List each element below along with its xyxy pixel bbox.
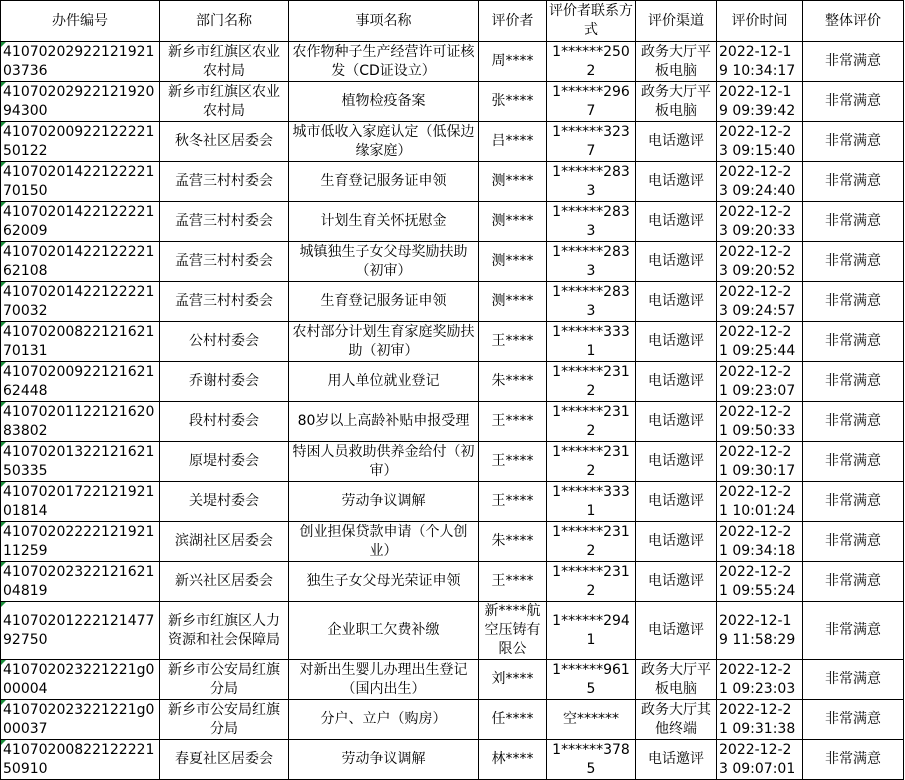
header-contact: 评价者联系方式	[547, 1, 636, 42]
time-cell[interactable]: 2022-12-23 09:24:57	[717, 282, 803, 322]
case-id-cell[interactable]: 4107020092212162162448	[1, 362, 160, 402]
contact-cell[interactable]: 1******2312	[547, 442, 636, 482]
case-id-cell[interactable]: 4107020142212222170150	[1, 162, 160, 202]
contact-cell[interactable]: 1******2941	[547, 602, 636, 660]
contact-cell[interactable]: 1******2312	[547, 362, 636, 402]
evaluator-cell[interactable]: 王****	[479, 562, 547, 602]
table-row[interactable]	[1, 242, 904, 282]
rating-cell[interactable]: 非常满意	[803, 660, 904, 700]
evaluator-cell[interactable]: 朱****	[479, 522, 547, 562]
case-id-cell[interactable]: 4107020172212192101814	[1, 482, 160, 522]
rating-cell[interactable]: 非常满意	[803, 562, 904, 602]
contact-cell[interactable]: 1******2833	[547, 242, 636, 282]
channel-cell[interactable]: 电话邀评	[636, 562, 717, 602]
department-cell[interactable]: 新乡市红旗区人力资源和社会保障局	[160, 602, 289, 660]
item-name-cell[interactable]: 劳动争议调解	[289, 482, 479, 522]
evaluator-cell[interactable]: 张****	[479, 82, 547, 122]
contact-cell[interactable]: 1******3331	[547, 322, 636, 362]
evaluator-cell[interactable]: 测****	[479, 162, 547, 202]
evaluator-cell[interactable]: 任****	[479, 700, 547, 740]
header-rating: 整体评价	[803, 1, 904, 42]
evaluator-cell[interactable]: 王****	[479, 482, 547, 522]
department-cell[interactable]: 新乡市红旗区农业农村局	[160, 42, 289, 82]
department-cell[interactable]: 孟营三村村委会	[160, 202, 289, 242]
contact-cell[interactable]: 1******2502	[547, 42, 636, 82]
header-row	[1, 1, 904, 42]
time-cell[interactable]: 2022-12-23 09:20:33	[717, 202, 803, 242]
evaluator-cell[interactable]: 测****	[479, 202, 547, 242]
rating-cell[interactable]: 非常满意	[803, 82, 904, 122]
table-row[interactable]	[1, 482, 904, 522]
channel-cell[interactable]: 电话邀评	[636, 242, 717, 282]
case-id-cell[interactable]: 4107020142212222170032	[1, 282, 160, 322]
item-name-cell[interactable]: 计划生育关怀抚慰金	[289, 202, 479, 242]
channel-cell[interactable]: 电话邀评	[636, 322, 717, 362]
table-body	[1, 42, 904, 780]
case-id-cell[interactable]: 410702023221221g000004	[1, 660, 160, 700]
case-id-cell[interactable]: 4107020222212192111259	[1, 522, 160, 562]
table-row[interactable]	[1, 700, 904, 740]
evaluator-cell[interactable]: 新****航空压铸有限公	[479, 602, 547, 660]
channel-cell[interactable]: 电话邀评	[636, 402, 717, 442]
item-name-cell[interactable]: 劳动争议调解	[289, 740, 479, 780]
case-id-cell[interactable]: 4107020112212162083802	[1, 402, 160, 442]
channel-cell[interactable]: 政务大厅平板电脑	[636, 42, 717, 82]
time-cell[interactable]: 2022-12-21 09:55:24	[717, 562, 803, 602]
contact-cell[interactable]: 1******2967	[547, 82, 636, 122]
contact-cell[interactable]: 1******2312	[547, 562, 636, 602]
rating-cell[interactable]: 非常满意	[803, 282, 904, 322]
table-row[interactable]	[1, 660, 904, 700]
item-name-cell[interactable]: 农村部分计划生育家庭奖励扶助（初审）	[289, 322, 479, 362]
evaluator-cell[interactable]: 刘****	[479, 660, 547, 700]
department-cell[interactable]: 春夏社区居委会	[160, 740, 289, 780]
time-cell[interactable]: 2022-12-19 11:58:29	[717, 602, 803, 660]
rating-cell[interactable]: 非常满意	[803, 442, 904, 482]
table-row[interactable]	[1, 82, 904, 122]
channel-cell[interactable]: 电话邀评	[636, 442, 717, 482]
time-cell[interactable]: 2022-12-23 09:24:40	[717, 162, 803, 202]
evaluator-cell[interactable]: 吕****	[479, 122, 547, 162]
item-name-cell[interactable]: 企业职工欠费补缴	[289, 602, 479, 660]
channel-cell[interactable]: 电话邀评	[636, 522, 717, 562]
case-id-cell[interactable]: 4107020082212222150910	[1, 740, 160, 780]
header-item-name: 事项名称	[289, 1, 479, 42]
table-row[interactable]	[1, 322, 904, 362]
evaluator-cell[interactable]: 王****	[479, 402, 547, 442]
channel-cell[interactable]: 电话邀评	[636, 162, 717, 202]
case-id-cell[interactable]: 4107020082212162170131	[1, 322, 160, 362]
table-row[interactable]	[1, 522, 904, 562]
header-time: 评价时间	[717, 1, 803, 42]
department-cell[interactable]: 新乡市公安局红旗分局	[160, 660, 289, 700]
department-cell[interactable]: 秋冬社区居委会	[160, 122, 289, 162]
item-name-cell[interactable]: 城市低收入家庭认定（低保边缘家庭）	[289, 122, 479, 162]
table-row[interactable]	[1, 282, 904, 322]
rating-cell[interactable]: 非常满意	[803, 42, 904, 82]
item-name-cell[interactable]: 特困人员救助供养金给付（初审）	[289, 442, 479, 482]
table-row[interactable]	[1, 202, 904, 242]
channel-cell[interactable]: 电话邀评	[636, 602, 717, 660]
contact-cell[interactable]: 1******2312	[547, 522, 636, 562]
case-id-cell[interactable]: 4107020092212222150122	[1, 122, 160, 162]
time-cell[interactable]: 2022-12-21 09:31:38	[717, 700, 803, 740]
time-cell[interactable]: 2022-12-21 09:25:44	[717, 322, 803, 362]
contact-cell[interactable]: 1******9615	[547, 660, 636, 700]
department-cell[interactable]: 新乡市红旗区农业农村局	[160, 82, 289, 122]
time-cell[interactable]: 2022-12-21 09:23:03	[717, 660, 803, 700]
case-id-cell[interactable]: 4107020292212192103736	[1, 42, 160, 82]
channel-cell[interactable]: 电话邀评	[636, 122, 717, 162]
rating-cell[interactable]: 非常满意	[803, 482, 904, 522]
case-id-cell[interactable]: 4107020142212222162108	[1, 242, 160, 282]
time-cell[interactable]: 2022-12-23 09:15:40	[717, 122, 803, 162]
department-cell[interactable]: 段村村委会	[160, 402, 289, 442]
channel-cell[interactable]: 政务大厅其他终端	[636, 700, 717, 740]
rating-cell[interactable]: 非常满意	[803, 602, 904, 660]
evaluator-cell[interactable]: 测****	[479, 282, 547, 322]
contact-cell[interactable]: 1******3785	[547, 740, 636, 780]
contact-cell[interactable]: 1******2833	[547, 282, 636, 322]
department-cell[interactable]: 新兴社区居委会	[160, 562, 289, 602]
department-cell[interactable]: 孟营三村村委会	[160, 242, 289, 282]
time-cell[interactable]: 2022-12-21 10:01:24	[717, 482, 803, 522]
evaluator-cell[interactable]: 王****	[479, 322, 547, 362]
item-name-cell[interactable]: 对新出生婴儿办理出生登记（国内出生）	[289, 660, 479, 700]
header-evaluator: 评价者	[479, 1, 547, 42]
case-id-cell[interactable]: 4107020142212222162009	[1, 202, 160, 242]
table-row[interactable]	[1, 602, 904, 660]
item-name-cell[interactable]: 用人单位就业登记	[289, 362, 479, 402]
item-name-cell[interactable]: 独生子女父母光荣证申领	[289, 562, 479, 602]
contact-cell[interactable]: 1******2833	[547, 202, 636, 242]
table-header	[1, 1, 904, 42]
item-name-cell[interactable]: 植物检疫备案	[289, 82, 479, 122]
department-cell[interactable]: 新乡市公安局红旗分局	[160, 700, 289, 740]
header-case-id: 办件编号	[1, 1, 160, 42]
channel-cell[interactable]: 电话邀评	[636, 482, 717, 522]
item-name-cell[interactable]: 生育登记服务证申领	[289, 282, 479, 322]
item-name-cell[interactable]: 创业担保贷款申请（个人创业）	[289, 522, 479, 562]
item-name-cell[interactable]: 生育登记服务证申领	[289, 162, 479, 202]
department-cell[interactable]: 滨湖社区居委会	[160, 522, 289, 562]
rating-cell[interactable]: 非常满意	[803, 740, 904, 780]
rating-cell[interactable]: 非常满意	[803, 322, 904, 362]
table-row[interactable]	[1, 740, 904, 780]
department-cell[interactable]: 孟营三村村委会	[160, 282, 289, 322]
contact-cell[interactable]: 1******3331	[547, 482, 636, 522]
case-id-cell[interactable]: 4107020232212162104819	[1, 562, 160, 602]
contact-cell[interactable]: 1******2312	[547, 402, 636, 442]
table-row[interactable]	[1, 122, 904, 162]
rating-cell[interactable]: 非常满意	[803, 162, 904, 202]
case-id-cell[interactable]: 4107020122212147792750	[1, 602, 160, 660]
table-row[interactable]	[1, 162, 904, 202]
item-name-cell[interactable]: 80岁以上高龄补贴申报受理	[289, 402, 479, 442]
header-department: 部门名称	[160, 1, 289, 42]
time-cell[interactable]: 2022-12-19 09:39:42	[717, 82, 803, 122]
time-cell[interactable]: 2022-12-19 10:34:17	[717, 42, 803, 82]
department-cell[interactable]: 原堤村委会	[160, 442, 289, 482]
table-row[interactable]	[1, 362, 904, 402]
time-cell[interactable]: 2022-12-21 09:30:17	[717, 442, 803, 482]
department-cell[interactable]: 关堤村委会	[160, 482, 289, 522]
table-row[interactable]	[1, 562, 904, 602]
channel-cell[interactable]: 电话邀评	[636, 202, 717, 242]
evaluator-cell[interactable]: 周****	[479, 42, 547, 82]
rating-cell[interactable]: 非常满意	[803, 242, 904, 282]
table-row[interactable]	[1, 42, 904, 82]
item-name-cell[interactable]: 农作物种子生产经营许可证核发（CD证设立）	[289, 42, 479, 82]
department-cell[interactable]: 乔谢村委会	[160, 362, 289, 402]
time-cell[interactable]: 2022-12-21 09:23:07	[717, 362, 803, 402]
contact-cell[interactable]: 1******2833	[547, 162, 636, 202]
rating-cell[interactable]: 非常满意	[803, 362, 904, 402]
case-id-cell[interactable]: 4107020292212192094300	[1, 82, 160, 122]
time-cell[interactable]: 2022-12-23 09:07:01	[717, 740, 803, 780]
channel-cell[interactable]: 电话邀评	[636, 282, 717, 322]
time-cell[interactable]: 2022-12-21 09:34:18	[717, 522, 803, 562]
rating-cell[interactable]: 非常满意	[803, 202, 904, 242]
time-cell[interactable]: 2022-12-21 09:50:33	[717, 402, 803, 442]
case-id-cell[interactable]: 4107020132212162150335	[1, 442, 160, 482]
item-name-cell[interactable]: 分户、立户（购房）	[289, 700, 479, 740]
rating-cell[interactable]: 非常满意	[803, 700, 904, 740]
rating-cell[interactable]: 非常满意	[803, 402, 904, 442]
contact-cell[interactable]: 1******3237	[547, 122, 636, 162]
evaluator-cell[interactable]: 测****	[479, 242, 547, 282]
channel-cell[interactable]: 政务大厅平板电脑	[636, 660, 717, 700]
case-id-cell[interactable]: 410702023221221g000037	[1, 700, 160, 740]
department-cell[interactable]: 公村村委会	[160, 322, 289, 362]
header-channel: 评价渠道	[636, 1, 717, 42]
table-row[interactable]	[1, 402, 904, 442]
department-cell[interactable]: 孟营三村村委会	[160, 162, 289, 202]
evaluator-cell[interactable]: 朱****	[479, 362, 547, 402]
rating-cell[interactable]: 非常满意	[803, 522, 904, 562]
item-name-cell[interactable]: 城镇独生子女父母奖励扶助（初审）	[289, 242, 479, 282]
evaluator-cell[interactable]: 王****	[479, 442, 547, 482]
evaluator-cell[interactable]: 林****	[479, 740, 547, 780]
rating-cell[interactable]: 非常满意	[803, 122, 904, 162]
time-cell[interactable]: 2022-12-23 09:20:52	[717, 242, 803, 282]
table-row[interactable]	[1, 442, 904, 482]
channel-cell[interactable]: 电话邀评	[636, 362, 717, 402]
channel-cell[interactable]: 政务大厅平板电脑	[636, 82, 717, 122]
channel-cell[interactable]: 电话邀评	[636, 740, 717, 780]
contact-cell[interactable]: 空******	[547, 700, 636, 740]
